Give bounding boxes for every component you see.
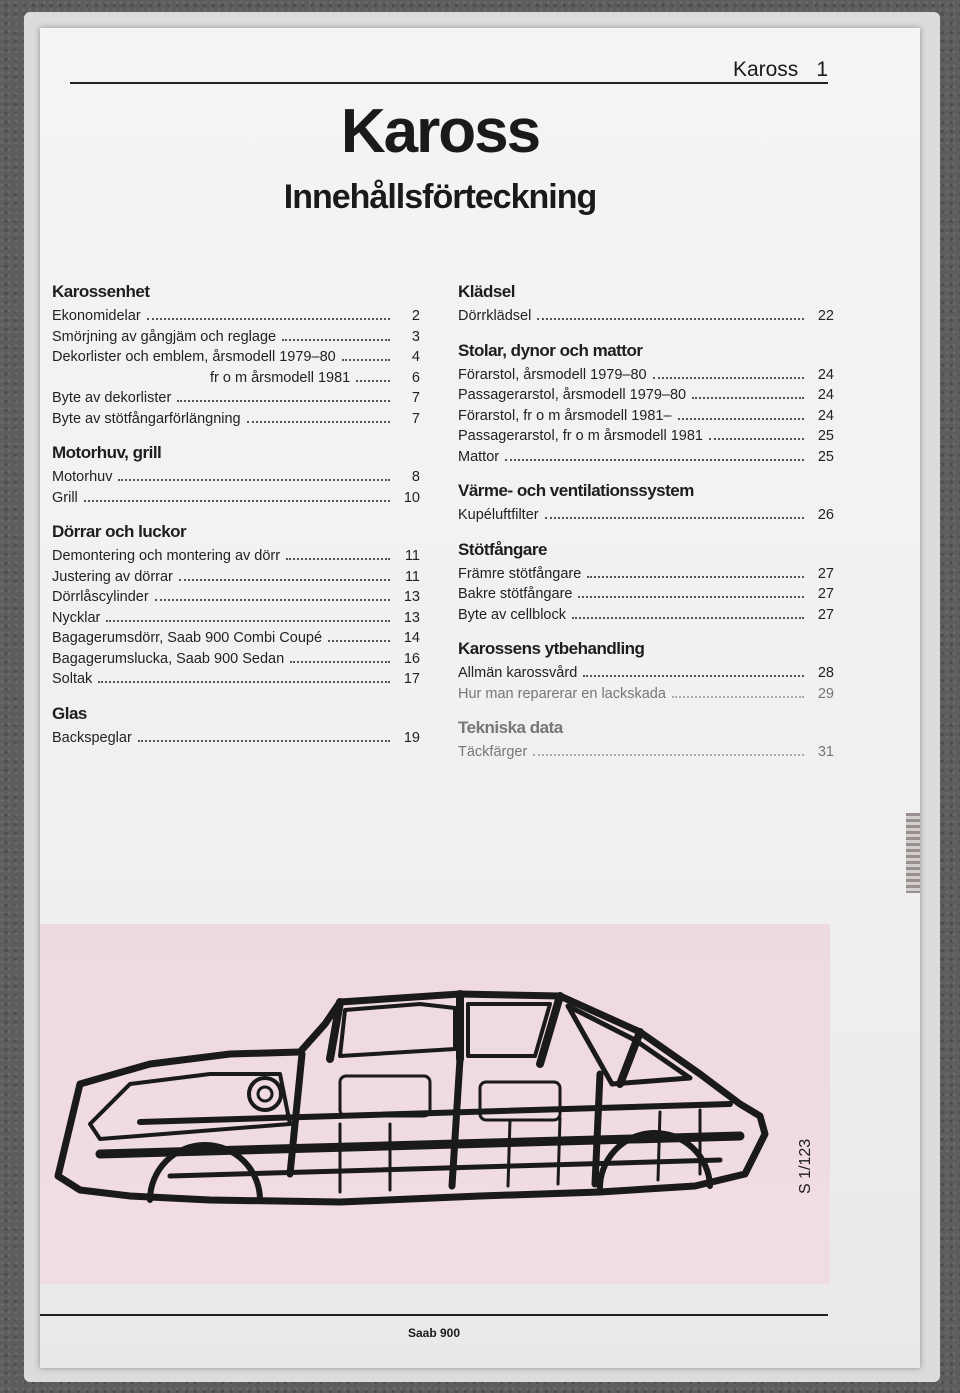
leader-dots — [290, 661, 390, 663]
toc-entry[interactable] — [52, 488, 420, 509]
toc-entry[interactable] — [458, 385, 834, 406]
toc-entry[interactable] — [458, 426, 834, 447]
leader-dots — [692, 397, 804, 399]
rear-door-pressing — [480, 1082, 560, 1120]
toc-entry[interactable] — [458, 505, 834, 526]
strut-tower — [249, 1078, 281, 1110]
toc-entry-page: 27 — [817, 606, 834, 623]
toc-entry-page: 7 — [411, 390, 420, 406]
leader-dots — [578, 596, 804, 598]
leader-dots — [709, 438, 804, 440]
toc-entry-label: Passagerarstol, årsmodell 1979–80 — [458, 387, 687, 403]
toc-entry-label: Passagerarstol, fr o m årsmodell 1981 — [458, 428, 703, 444]
toc-entry-page: 13 — [403, 609, 420, 626]
page-title: Kaross — [340, 97, 540, 166]
page-tab-marker — [906, 813, 920, 893]
toc-entry-page: 16 — [403, 650, 420, 667]
toc-entry-label: Byte av stötfångarförlängning — [52, 410, 241, 427]
running-head-page-number: 1 — [816, 58, 828, 81]
strut-tower-inner — [258, 1087, 272, 1101]
toc-left-column — [52, 282, 420, 748]
toc-entry-page: 26 — [817, 507, 834, 523]
toc-entry-page: 8 — [411, 469, 420, 485]
header-rule — [70, 82, 828, 84]
toc-entry[interactable] — [52, 306, 420, 327]
running-head — [733, 58, 828, 82]
toc-entry[interactable] — [458, 684, 834, 705]
toc-entry-page: 11 — [404, 548, 420, 564]
toc-section-heading: Stötfångare — [458, 539, 547, 559]
leader-dots — [106, 620, 390, 622]
leader-dots — [505, 459, 804, 461]
floor-beam — [140, 1104, 730, 1122]
leader-dots — [572, 617, 804, 619]
toc-entry-page: 27 — [817, 586, 834, 602]
leader-dots — [247, 421, 390, 423]
toc-entry-label: Soltak — [52, 671, 93, 687]
toc-entry-label: Förarstol, fr o m årsmodell 1981– — [458, 407, 672, 424]
leader-dots — [286, 558, 390, 560]
leader-dots — [328, 640, 390, 642]
toc-entry-label: Kupéluftfilter — [458, 507, 539, 523]
toc-section-heading: Glas — [52, 703, 87, 723]
toc-entry-page: 10 — [403, 489, 420, 506]
page-footer: Saab 900 — [407, 1326, 461, 1340]
car-body-illustration — [40, 924, 830, 1284]
toc-entry[interactable] — [458, 447, 834, 468]
toc-entry-label: Smörjning av gångjäm och reglage — [52, 328, 277, 345]
toc-entry-label: Dörrklädsel — [458, 308, 532, 324]
windshield-frame — [340, 1004, 455, 1056]
toc-section-heading: Karossens ytbehandling — [458, 639, 645, 658]
leader-dots — [653, 377, 804, 379]
toc-entry[interactable] — [52, 567, 420, 588]
toc-entry-label: Allmän karossvård — [458, 665, 578, 681]
engine-bay — [90, 1074, 290, 1139]
toc-entry[interactable] — [458, 306, 834, 327]
toc-entry-page: 22 — [817, 308, 834, 324]
toc-entry-label: fr o m årsmodell 1981 — [210, 369, 351, 386]
leader-dots — [533, 754, 804, 756]
toc-entry[interactable] — [52, 608, 420, 629]
c-pillar — [595, 1074, 600, 1184]
toc-entry-label: Byte av cellblock — [458, 606, 566, 623]
leader-dots — [118, 479, 390, 481]
toc-entry[interactable] — [52, 368, 420, 389]
leader-dots — [84, 500, 390, 502]
footer-rule — [40, 1314, 828, 1316]
toc-entry[interactable] — [52, 327, 420, 348]
toc-entry-page: 14 — [403, 630, 420, 646]
toc-entry-label: Grill — [52, 489, 78, 506]
leader-dots — [587, 576, 804, 578]
toc-section-heading: Motorhuv, grill — [52, 443, 162, 462]
toc-entry[interactable] — [52, 388, 420, 409]
running-head-section: Kaross — [732, 58, 799, 81]
leader-dots — [678, 418, 804, 420]
toc-entry-label: Dörrlåscylinder — [52, 589, 149, 605]
leader-dots — [537, 318, 804, 320]
cross-members — [340, 1110, 700, 1192]
toc-entry-page: 19 — [403, 729, 420, 746]
toc-entry-page: 24 — [817, 407, 834, 424]
leader-dots — [672, 696, 804, 698]
toc-entry-label: Förarstol, årsmodell 1979–80 — [458, 366, 647, 383]
toc-section-heading: Dörrar och luckor — [52, 522, 187, 541]
toc-entry[interactable] — [52, 587, 420, 608]
toc-entry-page: 25 — [817, 448, 834, 465]
toc-entry[interactable] — [458, 742, 834, 763]
toc-entry-label: Motorhuv — [52, 469, 113, 485]
toc-entry-page: 11 — [404, 568, 420, 585]
toc-section-heading: Klädsel — [458, 282, 515, 301]
toc-entry-label: Ekonomidelar — [52, 308, 141, 324]
toc-entry-page: 2 — [411, 308, 420, 324]
toc-entry-page: 13 — [403, 589, 420, 605]
toc-entry-page: 7 — [411, 410, 420, 427]
toc-entry-page: 3 — [411, 328, 420, 345]
toc-entry[interactable] — [458, 605, 834, 626]
toc-entry[interactable] — [52, 347, 420, 368]
leader-dots — [138, 740, 390, 742]
toc-section-heading: Karossenhet — [52, 282, 150, 301]
toc-entry-label: Mattor — [458, 448, 500, 465]
front-door-pressing — [340, 1076, 430, 1116]
car-body-drawing — [40, 924, 830, 1284]
page-subtitle: Innehållsförteckning — [283, 178, 597, 216]
toc-entry-page: 31 — [817, 744, 834, 760]
toc-entry-page: 27 — [817, 565, 834, 582]
toc-entry-page: 24 — [817, 387, 834, 403]
toc-entry[interactable] — [52, 728, 420, 749]
toc-entry-page: 28 — [817, 665, 834, 681]
toc-entry-label: Justering av dörrar — [52, 568, 173, 585]
figure-code: S 1/123 — [797, 1138, 814, 1194]
toc-section-heading: Tekniska data — [458, 718, 563, 737]
toc-entry-label: Täckfärger — [458, 744, 528, 760]
toc-entry-label: Backspeglar — [52, 729, 132, 746]
toc-entry[interactable] — [52, 628, 420, 649]
leader-dots — [583, 675, 804, 677]
toc-entry-page: 4 — [411, 349, 420, 365]
toc-entry[interactable] — [52, 546, 420, 567]
toc-right-column — [458, 282, 834, 763]
leader-dots — [545, 517, 804, 519]
leader-dots — [282, 339, 390, 341]
leader-dots — [147, 318, 390, 320]
toc-entry-page: 6 — [411, 369, 420, 386]
rear-window-frame — [468, 1004, 550, 1056]
toc-entry-page: 24 — [817, 366, 834, 383]
toc-entry-label: Bagagerumslucka, Saab 900 Sedan — [52, 650, 285, 667]
toc-entry-label: Bagagerumsdörr, Saab 900 Combi Coupé — [52, 630, 323, 646]
toc-section-heading: Stolar, dynor och mattor — [458, 340, 643, 360]
toc-entry-label: Byte av dekorlister — [52, 390, 172, 406]
toc-entry[interactable] — [52, 669, 420, 690]
leader-dots — [356, 380, 390, 382]
a-pillar — [290, 1054, 302, 1174]
toc-entry[interactable] — [458, 406, 834, 427]
toc-entry-label: Främre stötfångare — [458, 565, 582, 582]
toc-entry-page: 29 — [817, 685, 834, 702]
leader-dots — [179, 579, 390, 581]
toc-entry[interactable] — [458, 663, 834, 684]
toc-entry-label: Dekorlister och emblem, årsmodell 1979–80 — [52, 349, 336, 365]
hatch-frame — [568, 1006, 690, 1084]
manual-page — [40, 28, 920, 1368]
toc-entry[interactable] — [458, 584, 834, 605]
leader-dots — [342, 359, 390, 361]
toc-entry[interactable] — [52, 467, 420, 488]
leader-dots — [177, 400, 390, 402]
toc-entry-label: Nycklar — [52, 609, 101, 626]
toc-entry[interactable] — [458, 564, 834, 585]
toc-entry[interactable] — [52, 409, 420, 430]
toc-entry[interactable] — [52, 649, 420, 670]
toc-entry-page: 17 — [403, 671, 420, 687]
leader-dots — [155, 599, 390, 601]
toc-entry[interactable] — [458, 365, 834, 386]
toc-entry-label: Hur man reparerar en lackskada — [458, 685, 666, 702]
leader-dots — [98, 681, 390, 683]
toc-entry-page: 25 — [817, 428, 834, 444]
toc-section-heading: Värme- och ventilationssystem — [458, 481, 694, 500]
toc-entry-label: Demontering och montering av dörr — [52, 548, 281, 564]
toc-entry-label: Bakre stötfångare — [458, 586, 573, 602]
